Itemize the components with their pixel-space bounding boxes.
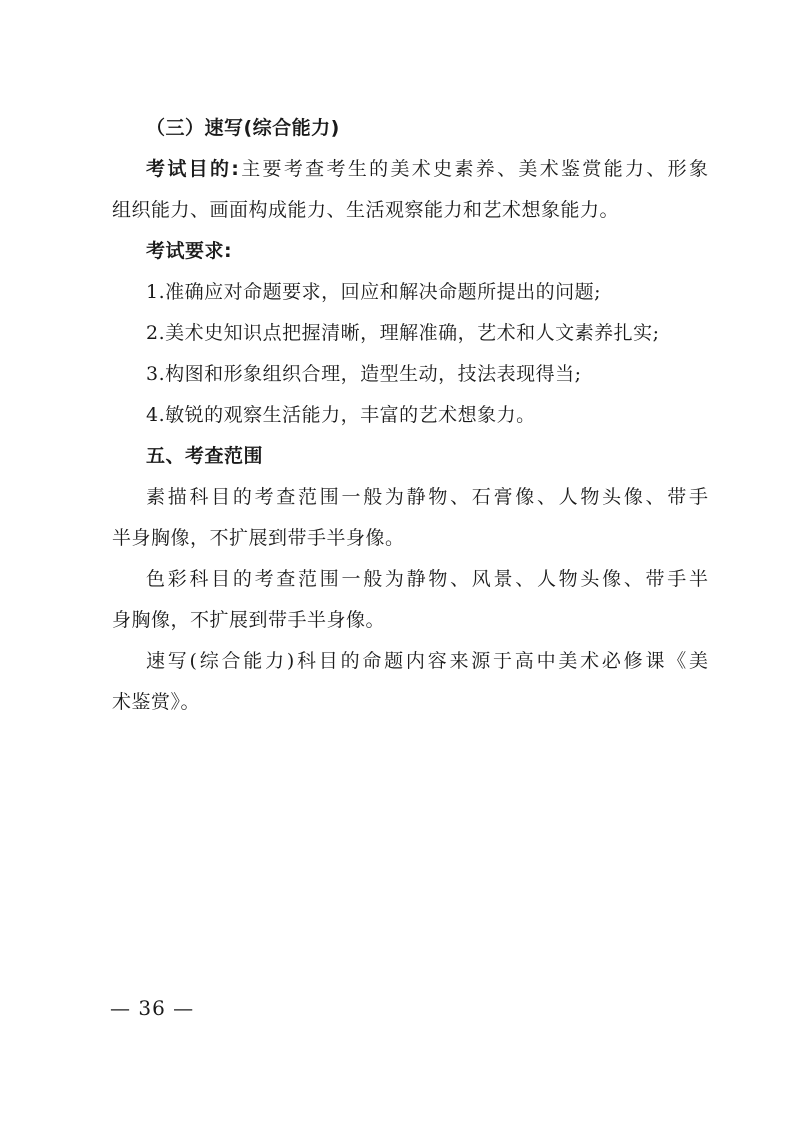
- scope-quick-sketch-line-2: 术鉴赏》。: [112, 691, 201, 713]
- section-three-heading: （三）速写(综合能力): [146, 117, 340, 139]
- exam-purpose-text-1: 主要考查考生的美术史素养、美术鉴赏能力、形象: [238, 158, 708, 180]
- exam-purpose-line-1: [146, 157, 708, 181]
- scope-quick-sketch-line-1: 速写(综合能力)科目的命题内容来源于高中美术必修课《美: [146, 650, 708, 672]
- requirement-item-2: 2.美术史知识点把握清晰，理解准确，艺术和人文素养扎实;: [146, 322, 660, 344]
- exam-purpose-label: 考试目的:: [146, 158, 239, 180]
- scope-color-line-1: 色彩科目的考查范围一般为静物、风景、人物头像、带手半: [146, 568, 708, 590]
- exam-purpose-line-2: 组织能力、画面构成能力、生活观察能力和艺术想象能力。: [112, 199, 620, 221]
- scope-sketch-line-2: 半身胸像，不扩展到带手半身像。: [112, 527, 405, 549]
- scope-sketch-line-1: 素描科目的考查范围一般为静物、石膏像、人物头像、带手: [146, 486, 708, 508]
- requirement-item-3: 3.构图和形象组织合理，造型生动，技法表现得当;: [146, 363, 582, 385]
- section-five-heading: 五、考查范围: [146, 445, 264, 467]
- requirement-item-4: 4.敏锐的观察生活能力，丰富的艺术想象力。: [146, 404, 536, 426]
- exam-requirements-label: 考试要求:: [146, 240, 233, 262]
- scope-color-line-2: 身胸像，不扩展到带手半身像。: [112, 609, 386, 631]
- requirement-item-1: 1.准确应对命题要求，回应和解决命题所提出的问题;: [146, 281, 602, 303]
- page-number: — 36 —: [110, 996, 195, 1020]
